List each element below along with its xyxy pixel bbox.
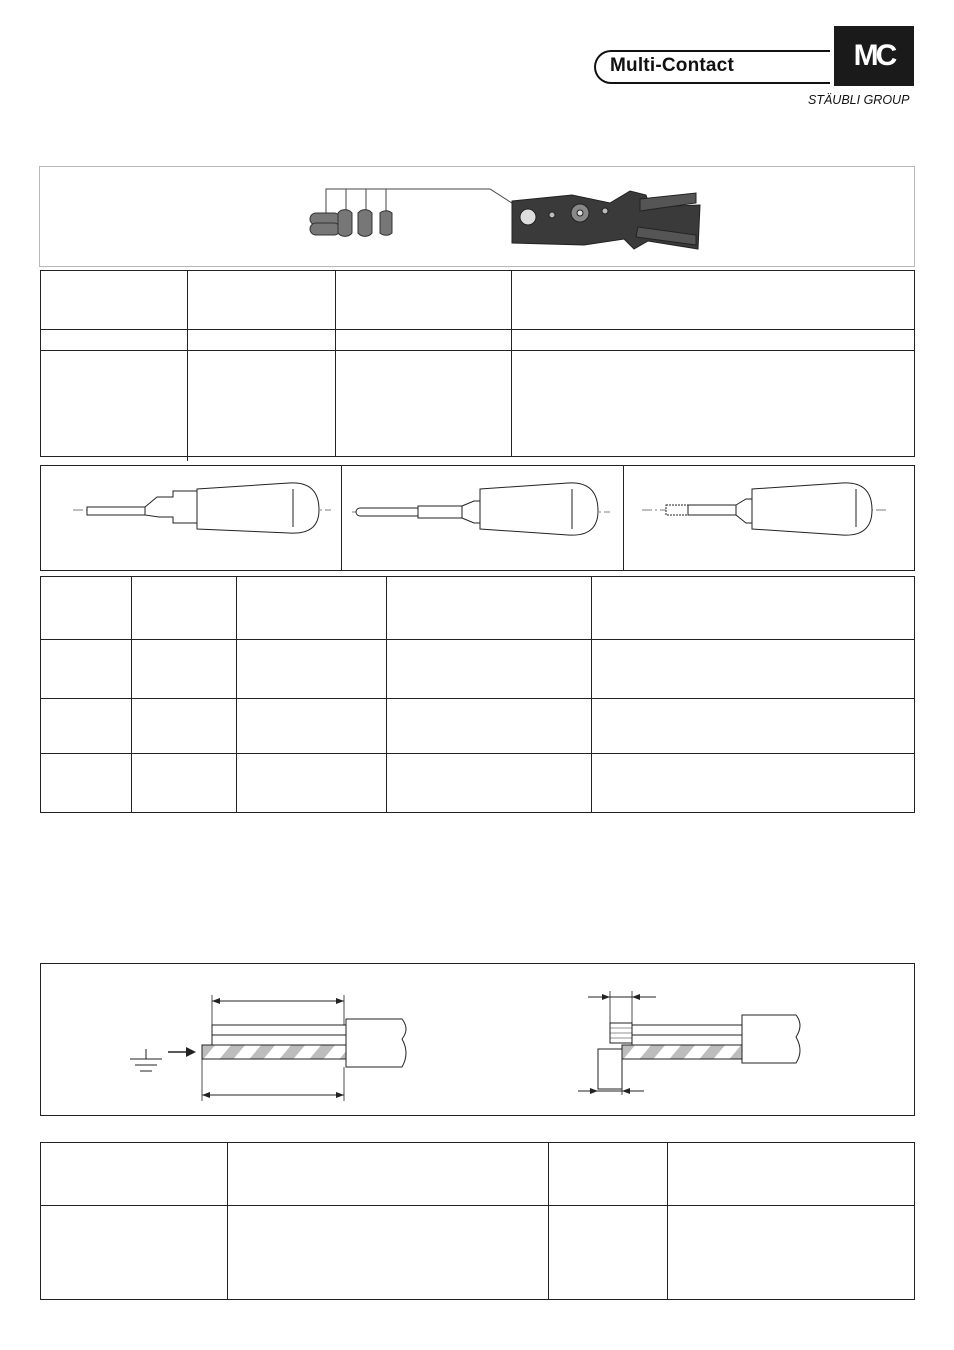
- positioner-table: [40, 576, 915, 813]
- dies-table: [40, 270, 915, 457]
- positioner-tool-icon: [41, 465, 341, 571]
- stripped-wire-icon: [570, 963, 810, 1116]
- crimp-tool-icon: [40, 167, 916, 268]
- table-col-divider: [667, 1142, 668, 1300]
- table-row-divider: [40, 329, 915, 330]
- brand-group: STÄUBLI GROUP: [808, 93, 910, 107]
- table-col-divider: [131, 576, 132, 813]
- table-row-divider: [40, 639, 915, 640]
- positioner-tool-icon: [624, 465, 914, 571]
- stripped-wire-icon: [120, 963, 420, 1116]
- table-col-divider: [386, 576, 387, 813]
- table-row-divider: [40, 753, 915, 754]
- table-col-divider: [227, 1142, 228, 1300]
- table-row-divider: [40, 350, 915, 351]
- brand-logo: MC: [834, 26, 914, 86]
- table-col-divider: [187, 270, 188, 461]
- table-col-divider: [236, 576, 237, 813]
- table-col-divider: [511, 270, 512, 457]
- table-row-divider: [40, 698, 915, 699]
- table-row-divider: [40, 1205, 915, 1206]
- stripping-table: [40, 1142, 915, 1300]
- brand-name: Multi-Contact: [610, 55, 734, 76]
- table-col-divider: [335, 270, 336, 457]
- positioner-tool-icon: [342, 465, 624, 571]
- table-col-divider: [591, 576, 592, 813]
- table-col-divider: [548, 1142, 549, 1300]
- tool-figure-panel: [39, 166, 915, 267]
